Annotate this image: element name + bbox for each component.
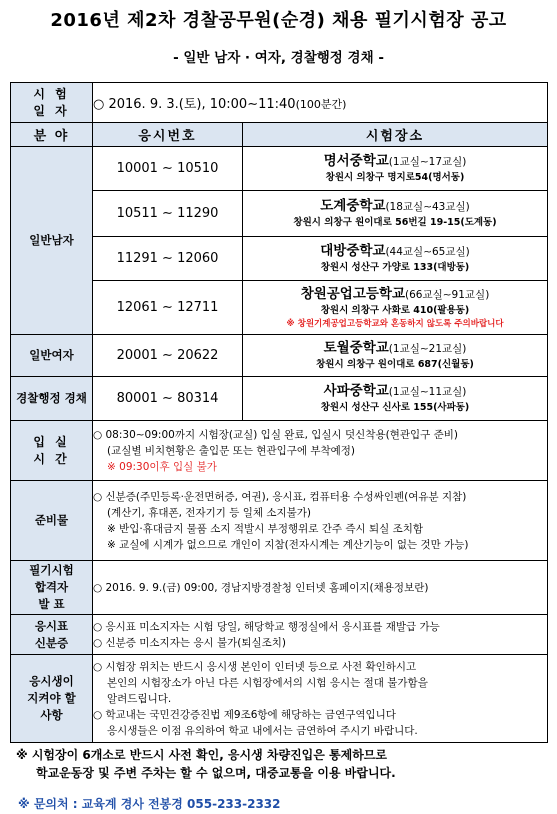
table-row (11, 147, 548, 191)
exam-date-value: ○ 2016. 9. 3.(토), 10:00∼11:40(100분간) (93, 83, 548, 123)
id-docs-row (11, 615, 548, 655)
items-label: 준비물 (11, 481, 93, 561)
id-docs-content: ○ 응시표 미소지자는 시험 당일, 해당학교 행정실에서 응시표를 재발급 가능 ○ 신분증 미소지자는 응시 불가(퇴실조치) (93, 615, 548, 655)
table-header-row (11, 123, 548, 147)
entry-time-content: ○ 08:30∼09:00까지 시험장(교실) 입실 완료, 입실시 덧신착용(현관입구 준비) (교실별 비치현황은 출입문 또는 현관입구에 부착예정) ※ 09:30이후 입실 불가 (93, 421, 548, 481)
items-row (11, 481, 548, 561)
number-range: 12061 ∼ 12711 (93, 281, 243, 335)
contact-info: ※ 문의처 : 교육계 경사 전봉경 055-233-2332 (18, 797, 281, 811)
page-title: 2016년 제2차 경찰공무원(순경) 채용 필기시험장 공고 (50, 10, 507, 31)
rules-label: 응시생이 지켜야 할 사항 (11, 655, 93, 743)
exam-site: 창원공업고등학교(66교실∼91교실) 창원시 의창구 사화로 410(팔용동) ※ 창원기계공업고등학교와 혼동하지 않도록 주의바랍니다 (243, 281, 548, 335)
group-female: 일반여자 (11, 335, 93, 377)
header-place: 시험장소 (243, 123, 548, 147)
exam-site: 토월중학교(1교실∼21교실) 창원시 의창구 원이대로 687(신월동) (243, 335, 548, 377)
table-row (11, 377, 548, 421)
exam-site: 도계중학교(18교실∼43교실) 창원시 의창구 원이대로 56번길 19-15(도계동) (243, 191, 548, 237)
announce-content: ○ 2016. 9. 9.(금) 09:00, 경남지방경찰청 인터넷 홈페이지(채용정보란) (93, 561, 548, 615)
exam-date-row (11, 83, 548, 123)
announce-row (11, 561, 548, 615)
id-docs-label: 응시표 신분증 (11, 615, 93, 655)
entry-time-label: 입 실 시 간 (11, 421, 93, 481)
rules-content: ○ 시험장 위치는 반드시 응시생 본인이 인터넷 등으로 사전 확인하시고 본인의 시험장소가 아닌 다른 시험장에서의 시험 응시는 절대 불가함을 알려드립니다. ○ 학교내는 국민건강증진법 제9조6항에 해당하는 금연구역입니다 응시생들은 이점 유의하여 학교 내에서는 금연하여 주시기 바랍니다. (93, 655, 548, 743)
announce-label: 필기시험 합격자 발 표 (11, 561, 93, 615)
number-range: 10511 ∼ 11290 (93, 191, 243, 237)
page-subtitle: - 일반 남자 · 여자, 경찰행정 경채 - (173, 50, 384, 66)
number-range: 80001 ∼ 80314 (93, 377, 243, 421)
exam-date-label: 시 험 일 자 (11, 83, 93, 123)
rules-row (11, 655, 548, 743)
group-admin: 경찰행정 경채 (11, 377, 93, 421)
exam-schedule-table (10, 82, 548, 743)
footer-notice: ※ 시험장이 6개소로 반드시 사전 확인, 응시생 차량진입은 통제하므로 학교운동장 및 주변 주차는 할 수 없으며, 대중교통을 이용 바랍니다. (16, 748, 396, 780)
entry-time-row (11, 421, 548, 481)
number-range: 10001 ∼ 10510 (93, 147, 243, 191)
header-number: 응시번호 (93, 123, 243, 147)
items-content: ○ 신분증(주민등록·운전면허증, 여권), 응시표, 컴퓨터용 수성싸인펜(여유분 지참) (계산기, 휴대폰, 전자기기 등 일체 소지불가) ※ 반입·휴대금지 물품 소지 적발시 부정행위로 간주 즉시 퇴실 조치함 ※ 교실에 시계가 없으므로 개인이 지참(전자시계는 계산기능이 없는 것만 가능) (93, 481, 548, 561)
exam-site: 명서중학교(1교실∼17교실) 창원시 의창구 명지로54(명서동) (243, 147, 548, 191)
exam-site: 대방중학교(44교실∼65교실) 창원시 성산구 가양로 133(대방동) (243, 237, 548, 281)
exam-site: 사파중학교(1교실∼11교실) 창원시 성산구 신사로 155(사파동) (243, 377, 548, 421)
table-row (11, 335, 548, 377)
group-male: 일반남자 (11, 147, 93, 335)
header-field: 분 야 (11, 123, 93, 147)
number-range: 11291 ∼ 12060 (93, 237, 243, 281)
confusion-warning: ※ 창원기계공업고등학교와 혼동하지 않도록 주의바랍니다 (286, 319, 504, 329)
number-range: 20001 ∼ 20622 (93, 335, 243, 377)
